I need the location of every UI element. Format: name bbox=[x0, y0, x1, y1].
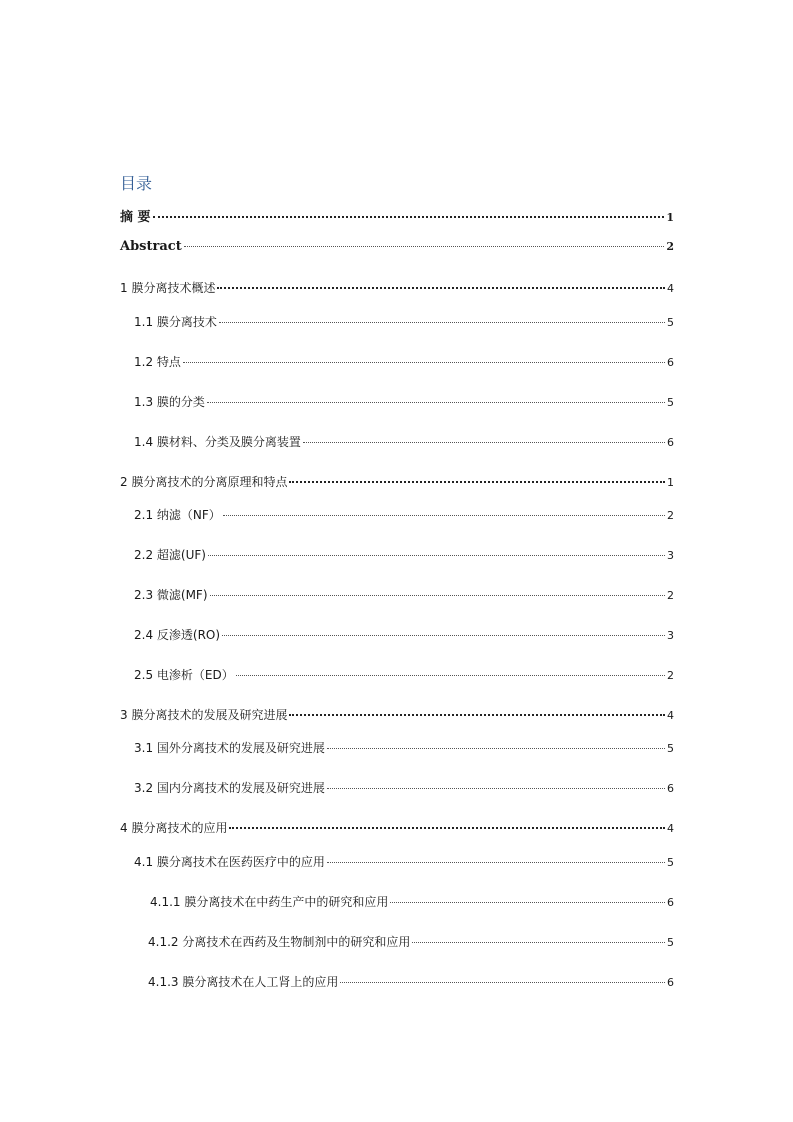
toc-entry-page: 5 bbox=[667, 936, 674, 949]
toc-entry-chapter-3[interactable] bbox=[120, 706, 674, 724]
toc-entry-label: 2.2 超滤(UF) bbox=[134, 548, 206, 562]
toc-entry-section-4-1-2[interactable] bbox=[148, 933, 674, 951]
dot-leader bbox=[208, 555, 665, 556]
dot-leader bbox=[184, 246, 665, 247]
dot-leader bbox=[153, 216, 665, 218]
toc-entry-page: 2 bbox=[667, 509, 674, 522]
toc-entry-page: 3 bbox=[667, 549, 674, 562]
toc-entry-page: 3 bbox=[667, 629, 674, 642]
toc-entry-label: 4.1.1 膜分离技术在中药生产中的研究和应用 bbox=[150, 895, 389, 909]
toc-entry-section-1-2[interactable] bbox=[134, 353, 674, 371]
toc-entry-page: 4 bbox=[667, 709, 674, 722]
dot-leader bbox=[327, 748, 665, 749]
dot-leader bbox=[217, 287, 665, 289]
toc-entry-label: 1.4 膜材料、分类及膜分离装置 bbox=[134, 435, 301, 449]
toc-entry-page: 2 bbox=[667, 669, 674, 682]
toc-entry-label: 2.4 反渗透(RO) bbox=[134, 628, 221, 642]
toc-entry-section-2-1[interactable] bbox=[134, 506, 674, 524]
dot-leader bbox=[412, 942, 665, 943]
toc-entry-section-4-1[interactable] bbox=[134, 853, 674, 871]
toc-entry-section-1-4[interactable] bbox=[134, 433, 674, 451]
toc-entry-label: 3 膜分离技术的发展及研究进展 bbox=[120, 708, 288, 722]
toc-entry-page: 5 bbox=[667, 396, 674, 409]
toc-entry-label: 2.3 微滤(MF) bbox=[134, 588, 208, 602]
toc-entry-page: 1 bbox=[667, 476, 674, 489]
dot-leader bbox=[236, 675, 665, 676]
toc-entry-label: 2.5 电渗析（ED） bbox=[134, 668, 234, 682]
toc-entry-page: 4 bbox=[667, 822, 674, 835]
toc-entry-page: 5 bbox=[667, 316, 674, 329]
toc-entry-section-1-3[interactable] bbox=[134, 393, 674, 411]
toc-entry-label: 4.1 膜分离技术在医药医疗中的应用 bbox=[134, 855, 325, 869]
toc-entry-label: 3.1 国外分离技术的发展及研究进展 bbox=[134, 741, 325, 755]
toc-entry-page: 6 bbox=[667, 436, 674, 449]
toc-entry-abstract-en[interactable] bbox=[120, 239, 674, 257]
dot-leader bbox=[340, 982, 665, 983]
toc-entry-page: 5 bbox=[667, 856, 674, 869]
toc-entry-page: 5 bbox=[667, 742, 674, 755]
dot-leader bbox=[222, 635, 665, 636]
dot-leader bbox=[207, 402, 665, 403]
toc-entry-label: 4.1.3 膜分离技术在人工肾上的应用 bbox=[148, 975, 339, 989]
toc-entry-chapter-1[interactable] bbox=[120, 279, 674, 297]
toc-entry-label: 3.2 国内分离技术的发展及研究进展 bbox=[134, 781, 325, 795]
toc-entry-section-2-4[interactable] bbox=[134, 626, 674, 644]
toc-title: 目录 bbox=[120, 174, 153, 193]
toc-entry-page: 2 bbox=[667, 589, 674, 602]
toc-entry-section-3-2[interactable] bbox=[134, 779, 674, 797]
toc-entry-section-2-3[interactable] bbox=[134, 586, 674, 604]
dot-leader bbox=[327, 788, 665, 789]
toc-entry-section-2-5[interactable] bbox=[134, 666, 674, 684]
toc-entry-label: 4.1.2 分离技术在西药及生物制剂中的研究和应用 bbox=[148, 935, 411, 949]
toc-entry-section-2-2[interactable] bbox=[134, 546, 674, 564]
toc-entry-section-3-1[interactable] bbox=[134, 739, 674, 757]
dot-leader bbox=[223, 515, 665, 516]
toc-entry-page: 6 bbox=[667, 976, 674, 989]
dot-leader bbox=[210, 595, 665, 596]
dot-leader bbox=[303, 442, 665, 443]
toc-entry-label: 摘 要 bbox=[120, 210, 151, 225]
dot-leader bbox=[219, 322, 665, 323]
toc-entry-label: 4 膜分离技术的应用 bbox=[120, 821, 228, 835]
dot-leader bbox=[289, 481, 665, 483]
toc-entry-page: 6 bbox=[667, 896, 674, 909]
dot-leader bbox=[327, 862, 665, 863]
toc-entry-section-4-1-3[interactable] bbox=[148, 973, 674, 991]
toc-entry-section-4-1-1[interactable] bbox=[150, 893, 674, 911]
toc-entry-label: Abstract bbox=[120, 239, 182, 254]
toc-entry-chapter-2[interactable] bbox=[120, 473, 674, 491]
toc-entry-label: 1.1 膜分离技术 bbox=[134, 315, 217, 329]
toc-entry-page: 6 bbox=[667, 782, 674, 795]
toc-entry-label: 2 膜分离技术的分离原理和特点 bbox=[120, 475, 288, 489]
toc-entry-chapter-4[interactable] bbox=[120, 819, 674, 837]
toc-entry-section-1-1[interactable] bbox=[134, 313, 674, 331]
toc-entry-label: 2.1 纳滤（NF） bbox=[134, 508, 221, 522]
toc-entry-page: 6 bbox=[667, 356, 674, 369]
toc-entry-page: 4 bbox=[667, 282, 674, 295]
toc-entry-label: 1.2 特点 bbox=[134, 355, 181, 369]
toc-entry-label: 1.3 膜的分类 bbox=[134, 395, 205, 409]
toc-entry-page: 2 bbox=[666, 240, 674, 253]
toc-entry-abstract-cn[interactable] bbox=[120, 206, 674, 224]
dot-leader bbox=[289, 714, 665, 716]
toc-entry-label: 1 膜分离技术概述 bbox=[120, 281, 216, 295]
dot-leader bbox=[183, 362, 665, 363]
dot-leader bbox=[229, 827, 665, 829]
dot-leader bbox=[390, 902, 665, 903]
toc-entry-page: 1 bbox=[666, 211, 674, 224]
